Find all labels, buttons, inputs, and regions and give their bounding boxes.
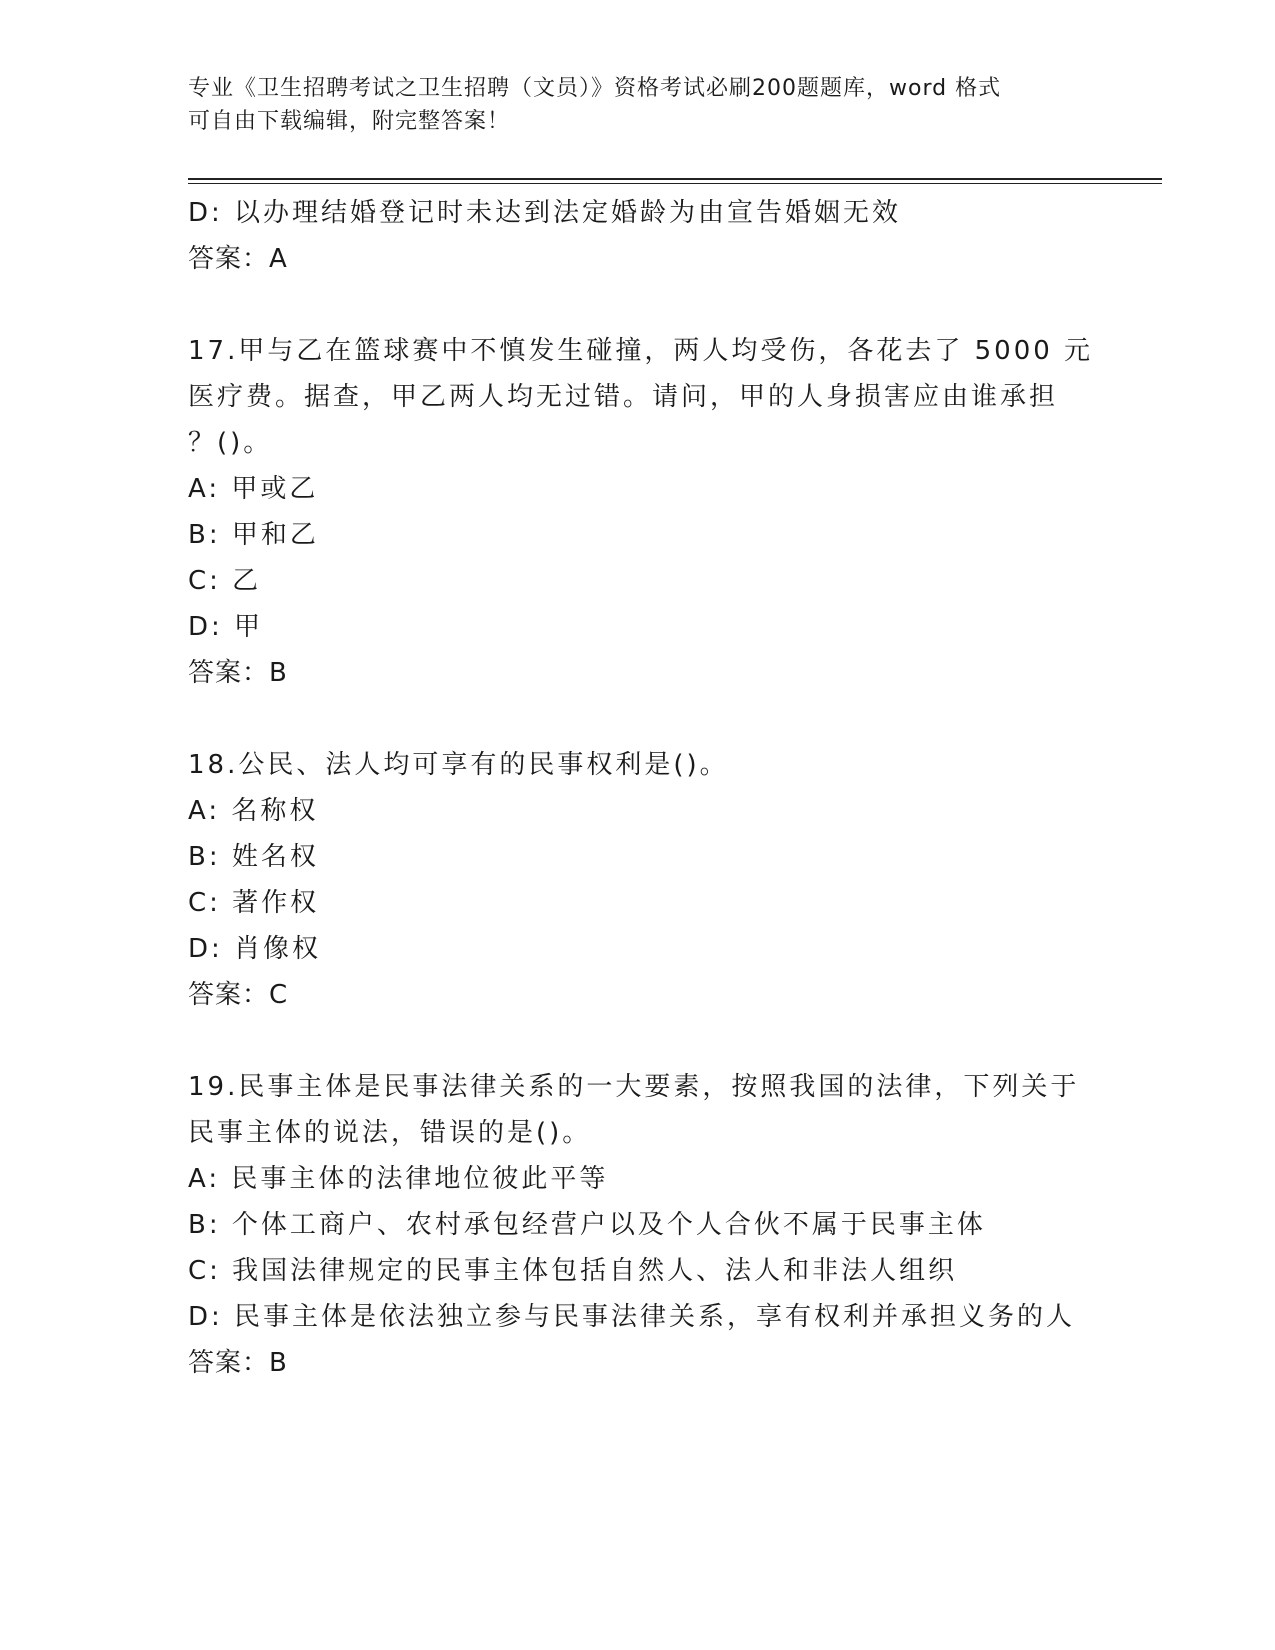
question-stem: 医疗费。据查，甲乙两人均无过错。请问，甲的人身损害应由谁承担 [188, 382, 1059, 412]
question-block-17 [188, 328, 1094, 696]
question-stem: 19.民事主体是民事法律关系的一大要素，按照我国的法律，下列关于 [188, 1072, 1080, 1102]
option-a: A: 名称权 [188, 796, 319, 826]
header-line-2: 可自由下载编辑，附完整答案！ [188, 109, 511, 134]
option-a: A: 民事主体的法律地位彼此平等 [188, 1164, 609, 1194]
question-list [188, 190, 1094, 1386]
header-line-1: 专业《卫生招聘考试之卫生招聘（文员）》资格考试必刷200题题库，word 格式 [188, 76, 1002, 101]
question-stem: 18.公民、法人均可享有的民事权利是()。 [188, 750, 729, 780]
option-b: B: 姓名权 [188, 842, 319, 872]
spacer [188, 1018, 1088, 1064]
option-d: D: 民事主体是依法独立参与民事法律关系，享有权利并承担义务的人 [188, 1302, 1076, 1332]
option-d: D: 以办理结婚登记时未达到法定婚龄为由宣告婚姻无效 [188, 198, 902, 228]
question-stem: ？()。 [188, 428, 273, 458]
option-d: D: 甲 [188, 612, 264, 642]
answer-line: 答案：B [188, 1348, 288, 1378]
question-block-prev [188, 190, 1088, 282]
option-d: D: 肖像权 [188, 934, 322, 964]
option-a: A: 甲或乙 [188, 474, 319, 504]
answer-line: 答案：A [188, 244, 288, 274]
option-c: C: 著作权 [188, 888, 320, 918]
option-c: C: 我国法律规定的民事主体包括自然人、法人和非法人组织 [188, 1256, 958, 1286]
spacer [188, 696, 1088, 742]
page-header [188, 72, 1068, 138]
option-b: B: 甲和乙 [188, 520, 319, 550]
question-stem: 17.甲与乙在篮球赛中不慎发生碰撞，两人均受伤，各花去了 5000 元 [188, 336, 1094, 366]
spacer [188, 282, 1088, 328]
answer-line: 答案：B [188, 658, 288, 688]
question-stem: 民事主体的说法，错误的是()。 [188, 1118, 592, 1148]
option-c: C: 乙 [188, 566, 262, 596]
question-block-19 [188, 1064, 1088, 1386]
question-block-18 [188, 742, 1088, 1018]
option-b: B: 个体工商户、农村承包经营户以及个人合伙不属于民事主体 [188, 1210, 986, 1240]
header-divider-thin [188, 183, 1162, 184]
answer-line: 答案：C [188, 980, 289, 1010]
header-divider-thick [188, 178, 1162, 180]
